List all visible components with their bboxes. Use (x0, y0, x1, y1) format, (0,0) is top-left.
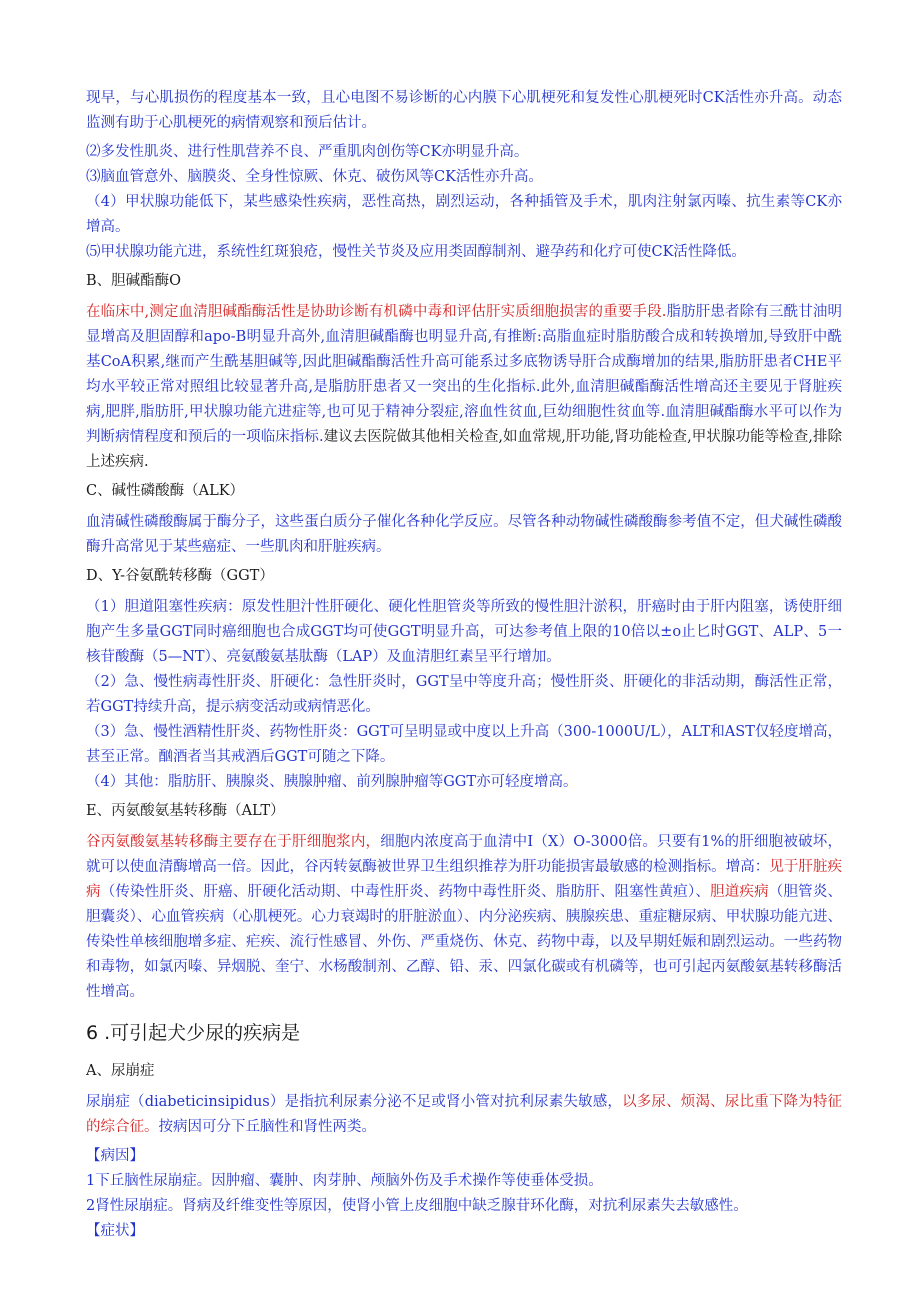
alt-heading: E、丙氨酸氨基转移酶（ALT） (86, 803, 285, 819)
section-6-title: 6 .可引起犬少尿的疾病是 (86, 1022, 301, 1044)
ggt-item-1: （1）胆道阻塞性疾病：原发性胆汁性肝硬化、硬化性胆管炎等所致的慢性胆汁淤积，肝癌时由于肝内阻塞，诱使肝细胞产生多量GGT同时癌细胞也合成GGT均可使GGT明显升高，可达参考值上限的10倍以±o止匕时GGT、ALP、5一核苷酸酶（5—NT）、亮氨酸氨基肽酶（LAP）及血清胆红素呈平行增加。 (86, 599, 842, 665)
alk-paragraph: 血清碱性磷酸酶属于酶分子，这些蛋白质分子催化各种化学反应。尽管各种动物碱性磷酸酶参考值不定，但犬碱性磷酸酶升高常见于某些癌症、一些肌肉和肝脏疾病。 (86, 514, 842, 555)
che-text-blue: 脂肪肝患者除有三酰甘油明显增高及胆固醇和apo-B明显升高外,血清胆碱酯酶也明显升高,有推断:高脂血症时脂肪酸合成和转换增加,导致肝中酰基CoA积累,继而产生酰基胆碱等,因此胆碱酯酶活性升高可能系过多底物诱导肝合成酶增加的结果,脂肪肝患者CHE平均水平较正常对照组比较显著升高,是脂肪肝患者又一突出的生化指标.此外,血清胆碱酯酶活性增高还主要见于肾脏疾病,肥胖,脂肪肝,甲状腺功能亢进症等,也可见于精神分裂症,溶血性贫血,巨幼细胞性贫血等.血清胆碱酯酶水平可以作为判断病情程度和预后的一项临床指标. (86, 304, 843, 445)
di-def-blue-2: 按病因可分下丘脑性和肾性两类。 (158, 1119, 376, 1135)
cause-heading: 【病因】 (86, 1148, 144, 1164)
diabetes-insipidus-heading: A、尿崩症 (86, 1063, 155, 1079)
di-def-red: 以多尿、烦渴、尿比重下降为特征的综合征。 (86, 1094, 843, 1135)
cause-item-2: 2肾性尿崩症。肾病及纤维变性等原因，使肾小管上皮细胞中缺乏腺苷环化酶，对抗利尿素失去敏感性。 (86, 1198, 748, 1214)
ck-paragraph-continued: 现早，与心肌损伤的程度基本一致，且心电图不易诊断的心内膜下心肌梗死和复发性心肌梗死时CK活性亦升高。动态监测有助于心肌梗死的病情观察和预后估计。 (86, 90, 842, 131)
ggt-item-3: （3）急、慢性酒精性肝炎、药物性肝炎：GGT可呈明显或中度以上升高（300-1000U/L），ALT和AST仅轻度增高，甚至正常。酗酒者当其戒酒后GGT可随之下降。 (86, 724, 842, 765)
ck-item-3: ⑶脑血管意外、脑膜炎、全身性惊厥、休克、破伤风等CK活性亦升高。 (86, 169, 543, 185)
alt-text-red-a: 谷丙氨酸氨基转移酶主要存在于肝细胞浆内， (86, 834, 381, 850)
document-page (86, 86, 842, 1244)
ggt-item-4: （4）其他：脂肪肝、胰腺炎、胰腺肿瘤、前列腺肿瘤等GGT亦可轻度增高。 (86, 774, 578, 790)
ck-item-4: （4）甲状腺功能低下，某些感染性疾病，恶性高热，剧烈运动，各种插管及手术，肌肉注射氯丙嗪、抗生素等CK亦增高。 (86, 194, 842, 235)
che-paragraph (86, 300, 842, 475)
alk-heading: C、碱性磷酸酶（ALK） (86, 483, 245, 499)
alt-text-blue-c: （胆管炎、胆囊炎）、心血管疾病（心肌梗死。心力衰竭时的肝脏淤血）、内分泌疾病、胰腺疾患、重症糖尿病、甲状腺功能亢进、传染性单核细胞增多症、疟疾、流行性感冒、外伤、严重烧伤、休克、药物中毒，以及早期妊娠和剧烈运动。一些药物和毒物，如氯丙嗪、异烟脱、奎宁、水杨酸制剂、乙醇、铅、汞、四氯化碳或有机磷等，也可引起丙氨酸氨基转移酶活性增高。 (86, 884, 843, 1000)
che-text-red: 在临床中,测定血清胆碱酯酶活性是协助诊断有机磷中毒和评估肝实质细胞损害的重要手段. (86, 304, 667, 320)
alt-text-red-c: 胆道疾病 (710, 884, 769, 900)
che-heading: B、胆碱酯酶O (86, 273, 182, 289)
alt-text-blue-a: 细胞内浓度高于血清中I（X）O-3000倍。只要有1%的肝细胞被破坏，就可以使血清酶增高一倍。因此，谷丙转氨酶被世界卫生组织推荐为肝功能损害最敏感的检测指标。增高： (86, 834, 842, 875)
che-text-black: 建议去医院做其他相关检查,如血常规,肝功能,肾功能检查,甲状腺功能等检查,排除上述疾病. (86, 429, 843, 470)
symptom-heading: 【症状】 (86, 1223, 144, 1239)
alt-paragraph (86, 830, 842, 1005)
cause-item-1: 1下丘脑性尿崩症。因肿瘤、囊肿、肉芽肿、颅脑外伤及手术操作等使垂体受损。 (86, 1173, 603, 1189)
di-def-blue: 尿崩症（diabeticinsipidus）是指抗利尿素分泌不足或肾小管对抗利尿素失敏感， (86, 1094, 623, 1110)
alt-text-red-b: 见于肝脏疾病 (86, 859, 843, 900)
alt-text-blue-b: （传染性肝炎、肝癌、肝硬化活动期、中毒性肝炎、药物中毒性肝炎、脂肪肝、阻塞性黄疸）、 (100, 884, 711, 900)
ck-item-5: ⑸甲状腺功能亢进，系统性红斑狼疮，慢性关节炎及应用类固醇制剂、避孕药和化疗可使CK活性降低。 (86, 244, 746, 260)
ck-item-2: ⑵多发性肌炎、进行性肌营养不良、严重肌肉创伤等CK亦明显升高。 (86, 144, 529, 160)
ggt-heading: D、Y-谷氨酰转移酶（GGT） (86, 568, 274, 584)
ggt-item-2: （2）急、慢性病毒性肝炎、肝硬化：急性肝炎时，GGT呈中等度升高；慢性肝炎、肝硬化的非活动期，酶活性正常，若GGT持续升高，提示病变活动或病情恶化。 (86, 674, 842, 715)
diabetes-insipidus-definition (86, 1090, 842, 1140)
